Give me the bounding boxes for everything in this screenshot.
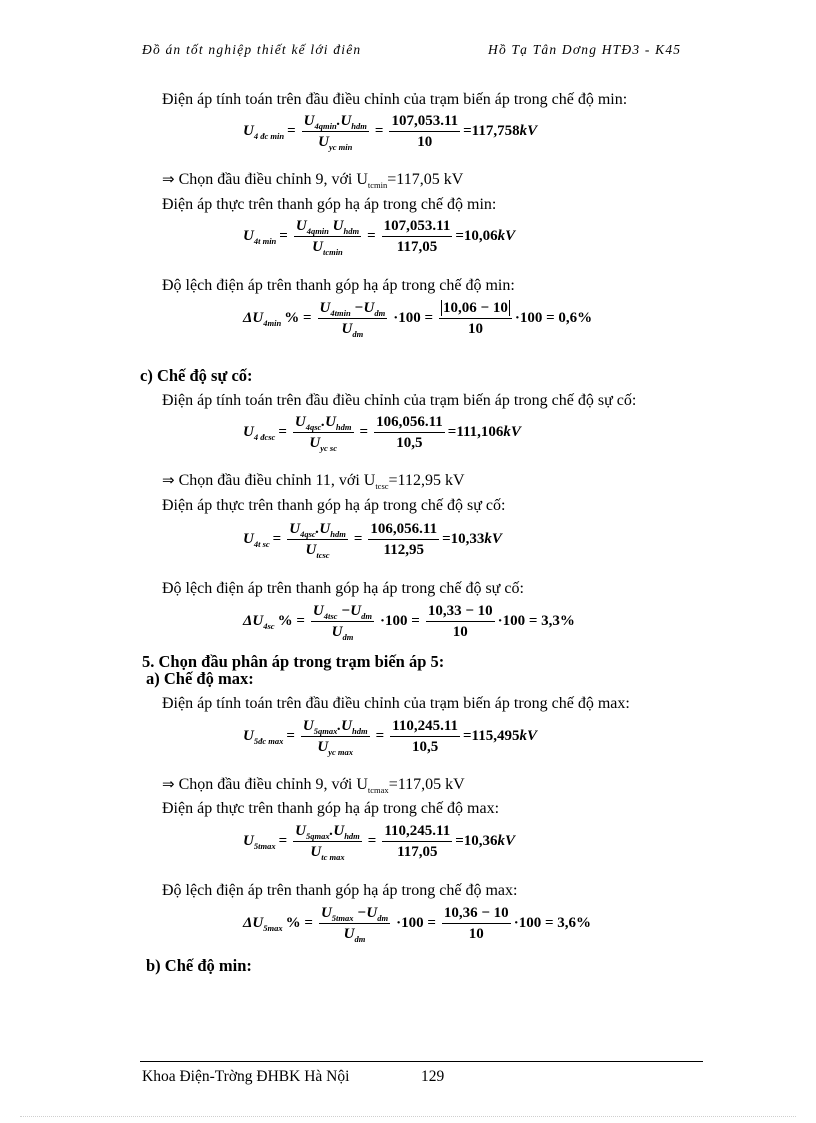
- heading-b: b) Chế độ min:: [146, 956, 252, 975]
- text-line-8: Độ lệch điện áp trên thanh góp hạ áp trong chế độ sự cố:: [162, 580, 524, 597]
- equation-9: $\Delta U_{5max}$ % = $\frac{U_{5tmax} -U_{dm}}{U_{dm}}$ ·100 = $\frac{10,36 - 10}{10}$ ·100 = 3,6%: [243, 905, 591, 944]
- text-line-9: Điện áp tính toán trên đầu điều chỉnh của trạm biến áp trong chế độ max:: [162, 695, 630, 712]
- text-line-1: Điện áp tính toán trên đầu điều chỉnh của trạm biến áp trong chế độ min:: [162, 91, 628, 108]
- text-line-11: Điện áp thực trên thanh góp hạ áp trong chế độ max:: [162, 800, 500, 817]
- equation-1: $U_{4 đc min}$ = $\frac{U_{4qmin}.U_{hdm}}{U_{yc min}}$ = $\frac{107,053.11}{10}$ =117,758 kV: [243, 113, 538, 152]
- equation-5: $U_{4t sc}$ = $\frac{U_{4qsc}.U_{hdm}}{U_{tcsc}}$ = $\frac{106,056.11}{112,95}$ =10,33 kV: [243, 521, 502, 560]
- eq1-lhs: $U_{4 đc min}$: [243, 123, 285, 141]
- text-line-12: Độ lệch điện áp trên thanh góp hạ áp trong chế độ max:: [162, 882, 518, 899]
- text-line-3: Điện áp thực trên thanh góp hạ áp trong chế độ min:: [162, 196, 497, 213]
- text-line-2: ⇒ Chọn đầu điều chỉnh 9, với $U_{tcmin}=117,05$ kV: [162, 170, 464, 190]
- equation-3: $\Delta U_{4min}$ % = $\frac{U_{4tmin} -U_{dm}}{U_{dm}}$ ·100 = $\frac{10,06 - 10}{10}$ ·100 = 0,6%: [243, 300, 593, 339]
- header-right: Hồ Tạ Tân Dơng HTĐ3 - K45: [488, 42, 682, 57]
- footer-left: Khoa Điện-Trờng ĐHBK Hà Nội: [142, 1068, 350, 1085]
- equation-4: $U_{4 đcsc}$ = $\frac{U_{4qsc}.U_{hdm}}{U_{yc sc}}$ = $\frac{106,056.11}{10,5}$ =111,106 kV: [243, 414, 521, 453]
- text-line-5: Điện áp tính toán trên đầu điều chỉnh của trạm biến áp trong chế độ sự cố:: [162, 392, 637, 409]
- equation-7: $U_{5đc max}$ = $\frac{U_{5qmax}.U_{hdm}}{U_{yc max}}$ = $\frac{110,245.11}{10,5}$ =115,495 kV: [243, 718, 537, 757]
- equation-8: $U_{5tmax}$ = $\frac{U_{5qmax}.U_{hdm}}{U_{tc max}}$ = $\frac{110,245.11}{117,05}$ =10,36 kV: [243, 823, 516, 862]
- heading-5: 5. Chọn đầu phân áp trong trạm biến áp 5:: [142, 652, 445, 671]
- header-left: Đồ án tốt nghiệp thiết kế lới điên: [142, 42, 362, 57]
- heading-a: a) Chế độ max:: [146, 669, 254, 688]
- heading-c: c) Chế độ sự cố:: [140, 366, 253, 385]
- implies-arrow-icon: ⇒: [162, 775, 175, 793]
- footer-rule: [140, 1061, 703, 1062]
- text-line-4: Độ lệch điện áp trên thanh góp hạ áp trong chế độ min:: [162, 277, 515, 294]
- equation-2: $U_{4t min}$ = $\frac{U_{4qmin} U_{hdm}}{U_{tcmin}}$ = $\frac{107,053.11}{117,05}$ =10,06 kV: [243, 218, 516, 257]
- page-number: 129: [421, 1068, 445, 1085]
- equation-6: $\Delta U_{4sc}$ % = $\frac{U_{4tsc} -U_{dm}}{U_{dm}}$ ·100 = $\frac{10,33 - 10}{10}$ ·100 = 3,3%: [243, 603, 575, 642]
- page-edge: [20, 1116, 796, 1117]
- text-line-10: ⇒ Chọn đầu điều chỉnh 9, với $U_{tcmax}=117,05$ kV: [162, 775, 465, 795]
- text-line-6: ⇒ Chọn đầu điều chỉnh 11, với $U_{tcsc}=112,95$ kV: [162, 471, 465, 491]
- text-line-7: Điện áp thực trên thanh góp hạ áp trong chế độ sự cố:: [162, 497, 506, 514]
- implies-arrow-icon: ⇒: [162, 471, 175, 489]
- implies-arrow-icon: ⇒: [162, 170, 175, 188]
